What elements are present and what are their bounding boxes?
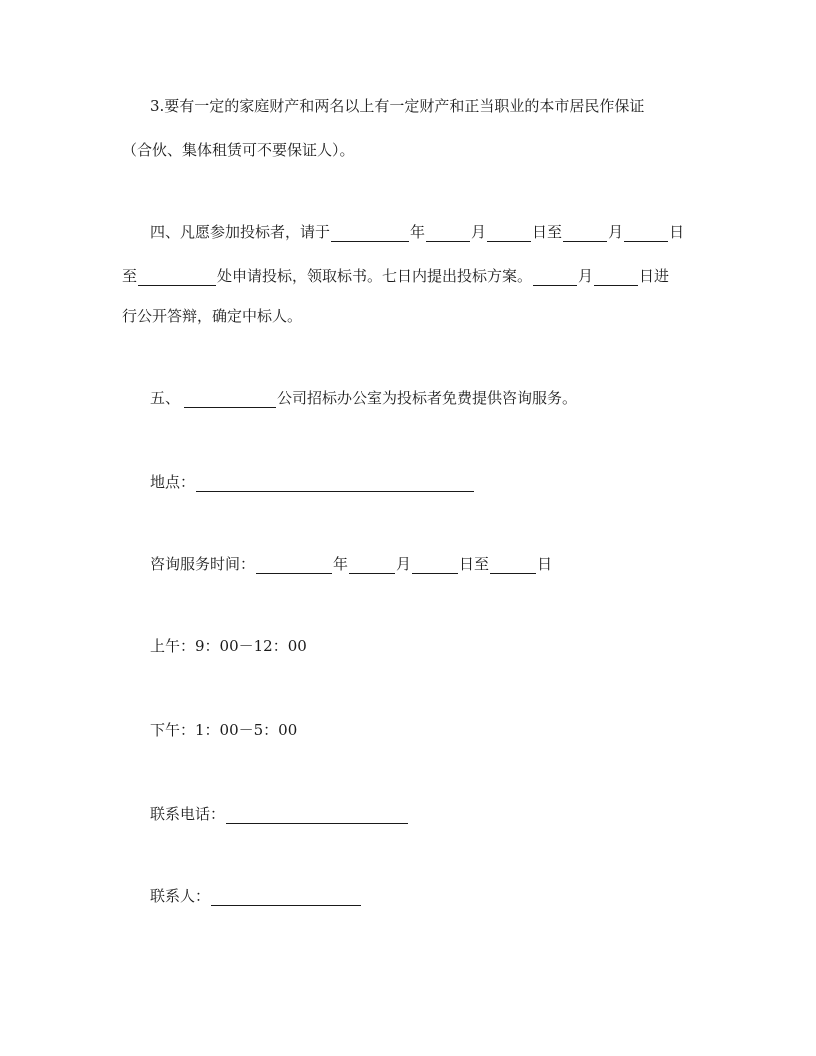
clause5-company-blank[interactable]	[184, 391, 276, 408]
clause4-line2	[122, 266, 669, 286]
location-blank[interactable]	[196, 475, 474, 492]
clause4-apply-text: 处申请投标，领取标书。七日内提出投标方案。	[217, 267, 533, 285]
clause4-line3-text: 行公开答辩，确定中标人。	[122, 307, 303, 325]
clause4-day2-blank[interactable]	[624, 225, 668, 242]
service-day-blank[interactable]	[412, 557, 458, 574]
service-year-label: 年	[333, 555, 349, 573]
clause4-month3-label: 月	[578, 267, 594, 285]
clause4-month-label: 月	[471, 223, 487, 241]
service-time-label: 咨询服务时间：	[150, 555, 256, 573]
clause4-intro: 四、凡愿参加投标者，请于	[150, 223, 331, 241]
morning-line	[150, 636, 307, 656]
clause4-place-blank[interactable]	[138, 269, 216, 286]
afternoon-hours: 下午：1：00－5：00	[150, 721, 298, 739]
service-time-line	[150, 554, 552, 574]
clause3-line2-text: （合伙、集体租赁可不要保证人）。	[122, 141, 355, 159]
contact-line	[150, 886, 362, 906]
phone-label: 联系电话：	[150, 805, 226, 823]
clause4-month2-label: 月	[608, 223, 624, 241]
morning-hours: 上午：9：00－12：00	[150, 637, 307, 655]
contact-blank[interactable]	[211, 889, 361, 906]
contact-label: 联系人：	[150, 887, 211, 905]
clause5-line	[150, 388, 577, 408]
service-dayto-label: 日至	[459, 555, 490, 573]
service-day-label: 日	[537, 555, 553, 573]
clause5-text: 公司招标办公室为投标者免费提供咨询服务。	[277, 389, 578, 407]
clause4-year-blank[interactable]	[331, 225, 409, 242]
clause5-prefix: 五、	[150, 389, 181, 407]
phone-line	[150, 804, 409, 824]
clause4-day-label: 日	[669, 223, 685, 241]
clause3-line1	[150, 96, 644, 116]
clause4-month3-blank[interactable]	[533, 269, 577, 286]
service-year-blank[interactable]	[256, 557, 332, 574]
clause4-line3	[122, 306, 302, 326]
service-day2-blank[interactable]	[490, 557, 536, 574]
clause4-line1	[150, 222, 684, 242]
clause4-month-blank[interactable]	[426, 225, 470, 242]
clause4-dayproceed-label: 日进	[639, 267, 670, 285]
clause4-month2-blank[interactable]	[563, 225, 607, 242]
location-line	[150, 472, 475, 492]
clause3-line2	[122, 140, 355, 160]
clause3-line1-text: 3.要有一定的家庭财产和两名以上有一定财产和正当职业的本市居民作保证	[150, 97, 645, 115]
location-label: 地点：	[150, 473, 196, 491]
phone-blank[interactable]	[226, 807, 408, 824]
clause4-year-label: 年	[410, 223, 426, 241]
clause4-dayto-label: 日至	[532, 223, 563, 241]
afternoon-line	[150, 720, 297, 740]
clause4-day3-blank[interactable]	[594, 269, 638, 286]
clause4-day-blank[interactable]	[487, 225, 531, 242]
service-month-blank[interactable]	[349, 557, 395, 574]
clause4-at-label: 至	[122, 267, 138, 285]
service-month-label: 月	[396, 555, 412, 573]
